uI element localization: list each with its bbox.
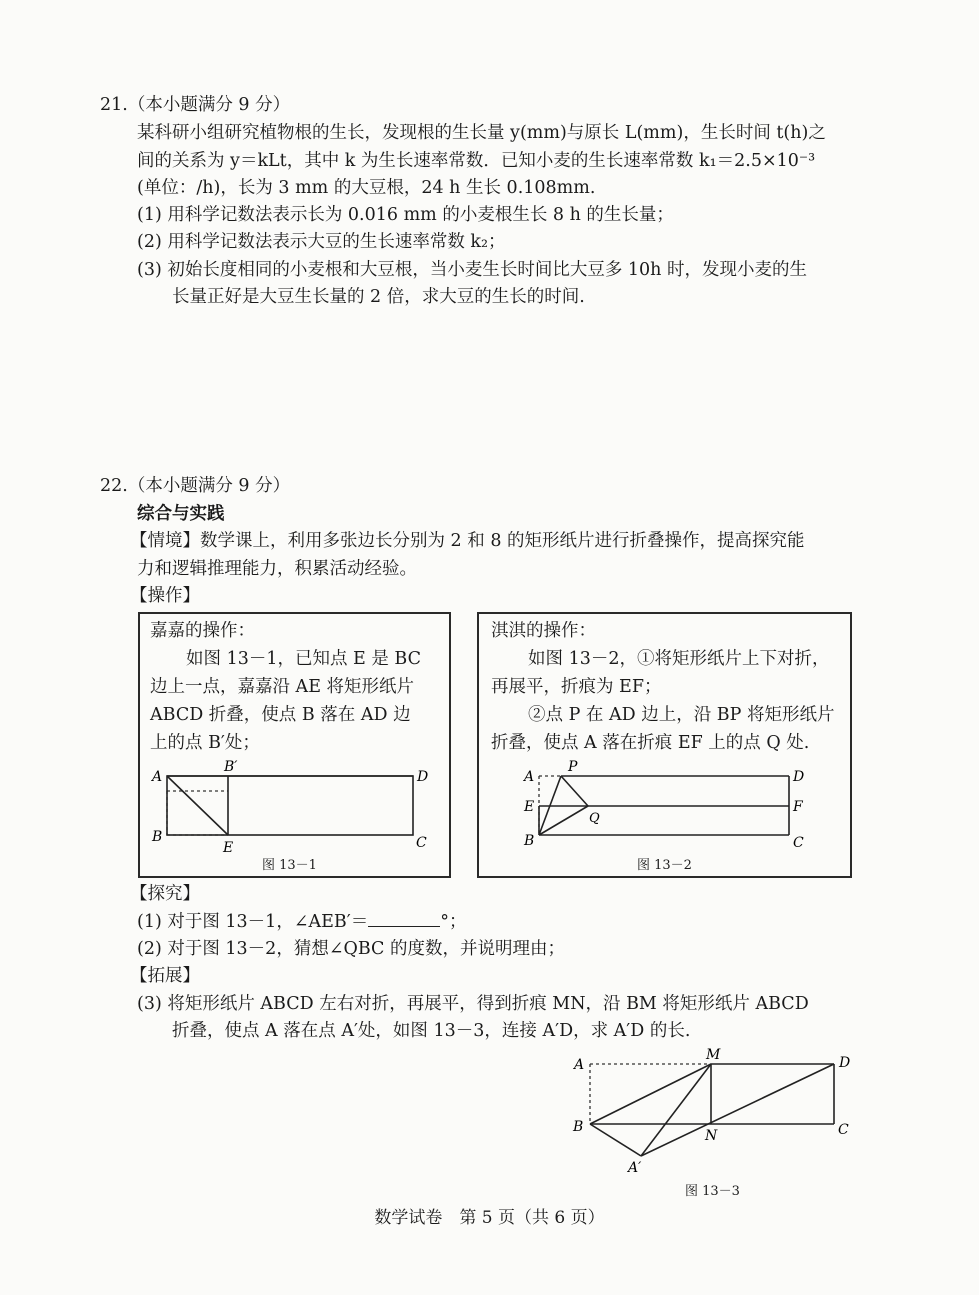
box2-line-1: 如图 13－2，①将矩形纸片上下对折， bbox=[528, 649, 830, 669]
q21-line-2: 间的关系为 y＝kLt，其中 k 为生长速率常数．已知小麦的生长速率常数 k₁＝2.5×10⁻³ bbox=[137, 151, 816, 171]
explore-part-1-text: (1) 对于图 13－1，∠AEB′＝ bbox=[137, 912, 369, 932]
answer-blank[interactable] bbox=[368, 910, 440, 927]
q21-part-3: (3) 初始长度相同的小麦根和大豆根，当小麦生长时间比大豆多 10h 时，发现小麦的生 bbox=[137, 260, 808, 280]
fig1-label-B-prime: B′ bbox=[224, 759, 238, 775]
box-qiqi bbox=[477, 612, 852, 878]
fig2-label-F: F bbox=[793, 799, 803, 815]
fig2-label-D: D bbox=[793, 769, 805, 785]
fig3-label-M: M bbox=[706, 1047, 721, 1063]
box2-line-3: ②点 P 在 AD 边上，沿 BP 将矩形纸片 bbox=[528, 705, 835, 725]
fig3-label-D: D bbox=[839, 1055, 851, 1071]
fig2-label-B: B bbox=[524, 833, 535, 849]
extend-part-3-cont: 折叠，使点 A 落在点 A′处，如图 13－3，连接 A′D，求 A′D 的长. bbox=[172, 1021, 691, 1041]
q21-line-3: (单位：/h)，长为 3 mm 的大豆根，24 h 生长 0.108mm. bbox=[137, 178, 596, 198]
fig3-caption: 图 13－3 bbox=[685, 1184, 740, 1199]
fig1-label-A: A bbox=[152, 769, 163, 785]
explore-part-1 bbox=[137, 910, 466, 934]
fig2-label-P: P bbox=[568, 759, 578, 775]
extend-label: 【拓展】 bbox=[130, 966, 200, 986]
q21-part-1: (1) 用科学记数法表示长为 0.016 mm 的小麦根生长 8 h 的生长量； bbox=[137, 205, 674, 225]
explore-part-2: (2) 对于图 13－2，猜想∠QBC 的度数，并说明理由； bbox=[137, 939, 565, 959]
fig3-label-C: C bbox=[838, 1122, 849, 1138]
box1-line-4: 上的点 B′处； bbox=[150, 733, 260, 753]
fig2-label-A: A bbox=[524, 769, 535, 785]
q21-part-2: (2) 用科学记数法表示大豆的生长速率常数 k₂； bbox=[137, 232, 506, 252]
figure-13-1 bbox=[140, 759, 449, 869]
fig1-label-C: C bbox=[416, 835, 427, 851]
q22-header: 22.（本小题满分 9 分） bbox=[100, 476, 291, 496]
figure-13-3 bbox=[570, 1045, 860, 1195]
fig3-label-N: N bbox=[705, 1128, 718, 1144]
fig1-label-B: B bbox=[152, 829, 163, 845]
fig1-caption: 图 13－1 bbox=[262, 858, 317, 873]
figure-13-2 bbox=[479, 759, 850, 869]
box2-line-4: 折叠，使点 A 落在折痕 EF 上的点 Q 处. bbox=[491, 733, 810, 753]
page-footer: 数学试卷 第 5 页（共 6 页） bbox=[374, 1208, 605, 1228]
box2-title: 淇淇的操作： bbox=[491, 621, 596, 641]
fig3-label-A: A bbox=[574, 1057, 585, 1073]
fig3-label-A-prime: A′ bbox=[628, 1160, 642, 1176]
box1-line-1: 如图 13－1，已知点 E 是 BC bbox=[186, 649, 422, 669]
fig1-label-D: D bbox=[417, 769, 429, 785]
box2-line-2: 再展平，折痕为 EF； bbox=[491, 677, 662, 697]
fig2-label-E: E bbox=[524, 799, 535, 815]
q21-header: 21.（本小题满分 9 分） bbox=[100, 95, 291, 115]
box1-line-2: 边上一点，嘉嘉沿 AE 将矩形纸片 bbox=[150, 677, 415, 697]
fig3-label-B: B bbox=[573, 1119, 584, 1135]
operation-label: 【操作】 bbox=[130, 586, 200, 606]
explore-label: 【探究】 bbox=[130, 884, 200, 904]
extend-part-3: (3) 将矩形纸片 ABCD 左右对折，再展平，得到折痕 MN，沿 BM 将矩形纸片 ABCD bbox=[137, 994, 809, 1014]
box1-title: 嘉嘉的操作： bbox=[150, 621, 255, 641]
q21-line-1: 某科研小组研究植物根的生长，发现根的生长量 y(mm)与原长 L(mm)，生长时间 t(h)之 bbox=[137, 123, 826, 143]
fig2-label-Q: Q bbox=[589, 811, 600, 826]
fig2-label-C: C bbox=[793, 835, 804, 851]
explore-part-1-unit: °； bbox=[440, 912, 467, 932]
q22-subtitle: 综合与实践 bbox=[137, 504, 225, 524]
q21-part-3-cont: 长量正好是大豆生长量的 2 倍，求大豆的生长的时间. bbox=[172, 287, 585, 307]
q22-situation-1: 【情境】数学课上，利用多张边长分别为 2 和 8 的矩形纸片进行折叠操作，提高探究能 bbox=[130, 531, 805, 551]
fig1-label-E: E bbox=[223, 840, 234, 856]
fig2-caption: 图 13－2 bbox=[637, 858, 692, 873]
q22-situation-2: 力和逻辑推理能力，积累活动经验。 bbox=[137, 559, 417, 579]
box1-line-3: ABCD 折叠，使点 B 落在 AD 边 bbox=[150, 705, 411, 725]
box-jiajia bbox=[138, 612, 451, 878]
